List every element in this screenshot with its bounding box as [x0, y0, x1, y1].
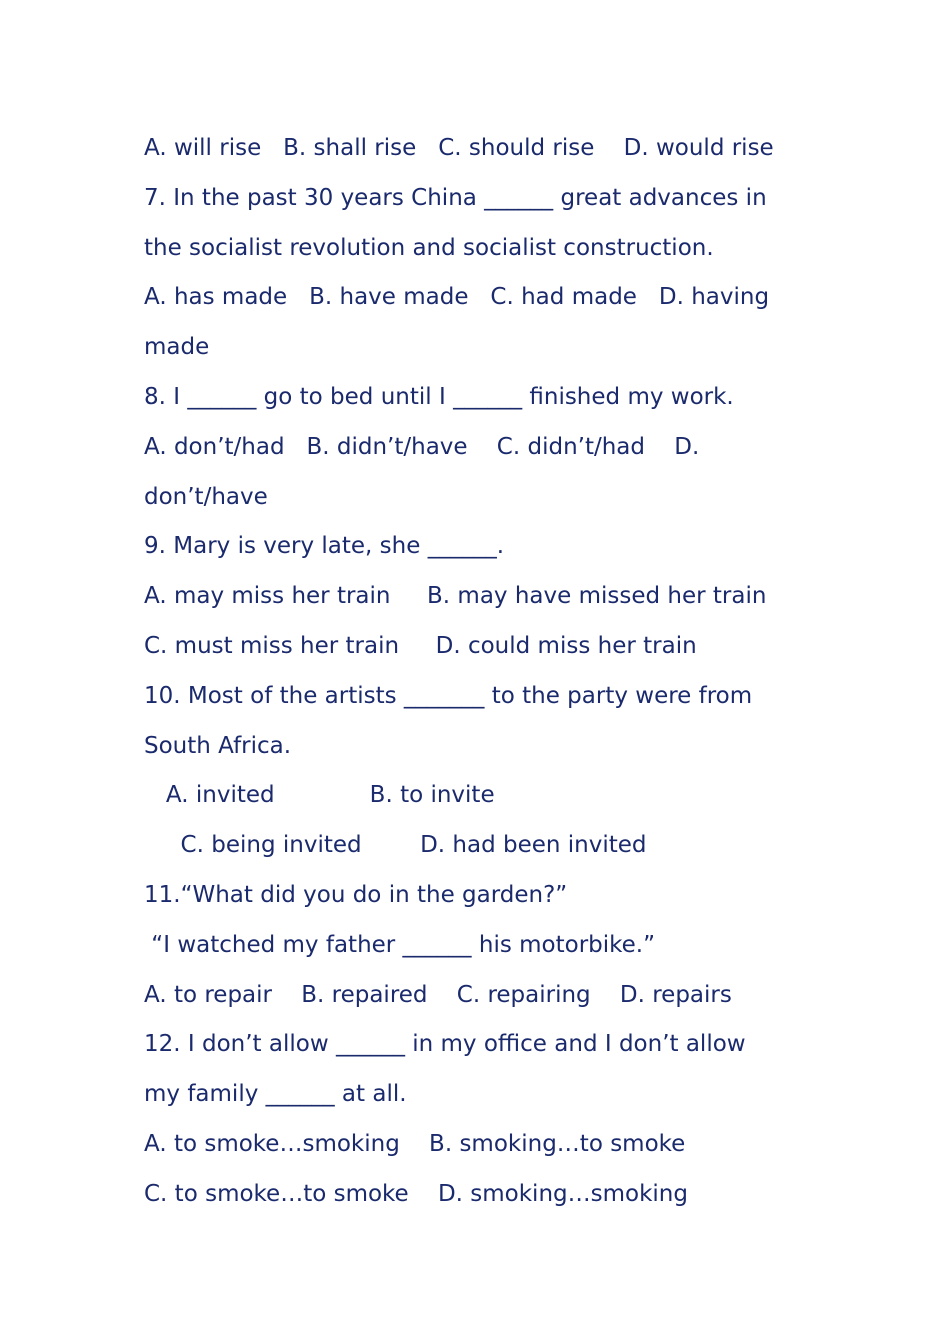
q12-options-cd: C. to smoke…to smoke D. smoking…smoking	[144, 1180, 688, 1207]
q8-options: A. don’t/had B. didn’t/have C. didn’t/had D.	[144, 433, 700, 460]
q12-stem: 12. I don’t allow ______ in my office and I don’t allow	[144, 1031, 746, 1058]
q10-stem: 10. Most of the artists _______ to the party were from	[144, 682, 753, 709]
q8-options-cont: don’t/have	[144, 483, 268, 510]
q10-stem-cont: South Africa.	[144, 732, 292, 759]
q7-stem: 7. In the past 30 years China ______ great advances in	[144, 184, 767, 211]
q9-options-cd: C. must miss her train D. could miss her train	[144, 632, 697, 659]
q10-options-ab: A. invited B. to invite	[144, 782, 495, 809]
q12-stem-cont: my family ______ at all.	[144, 1081, 407, 1108]
q9-stem: 9. Mary is very late, she ______.	[144, 533, 505, 560]
q11-stem-reply: “I watched my father ______ his motorbike.”	[144, 931, 656, 958]
document-page	[144, 124, 824, 1220]
q12-options-ab: A. to smoke…smoking B. smoking…to smoke	[144, 1130, 686, 1157]
q10-options-cd: C. being invited D. had been invited	[144, 832, 647, 859]
q7-stem-cont: the socialist revolution and socialist construction.	[144, 234, 714, 261]
q11-stem: 11.“What did you do in the garden?”	[144, 881, 568, 908]
q7-options: A. has made B. have made C. had made D. having	[144, 284, 770, 311]
q7-options-cont: made	[144, 334, 210, 361]
q9-options-ab: A. may miss her train B. may have missed her train	[144, 583, 767, 610]
q11-options: A. to repair B. repaired C. repairing D. repairs	[144, 981, 732, 1008]
q8-stem: 8. I ______ go to bed until I ______ finished my work.	[144, 383, 734, 410]
q6-options: A. will rise B. shall rise C. should rise D. would rise	[144, 135, 774, 161]
